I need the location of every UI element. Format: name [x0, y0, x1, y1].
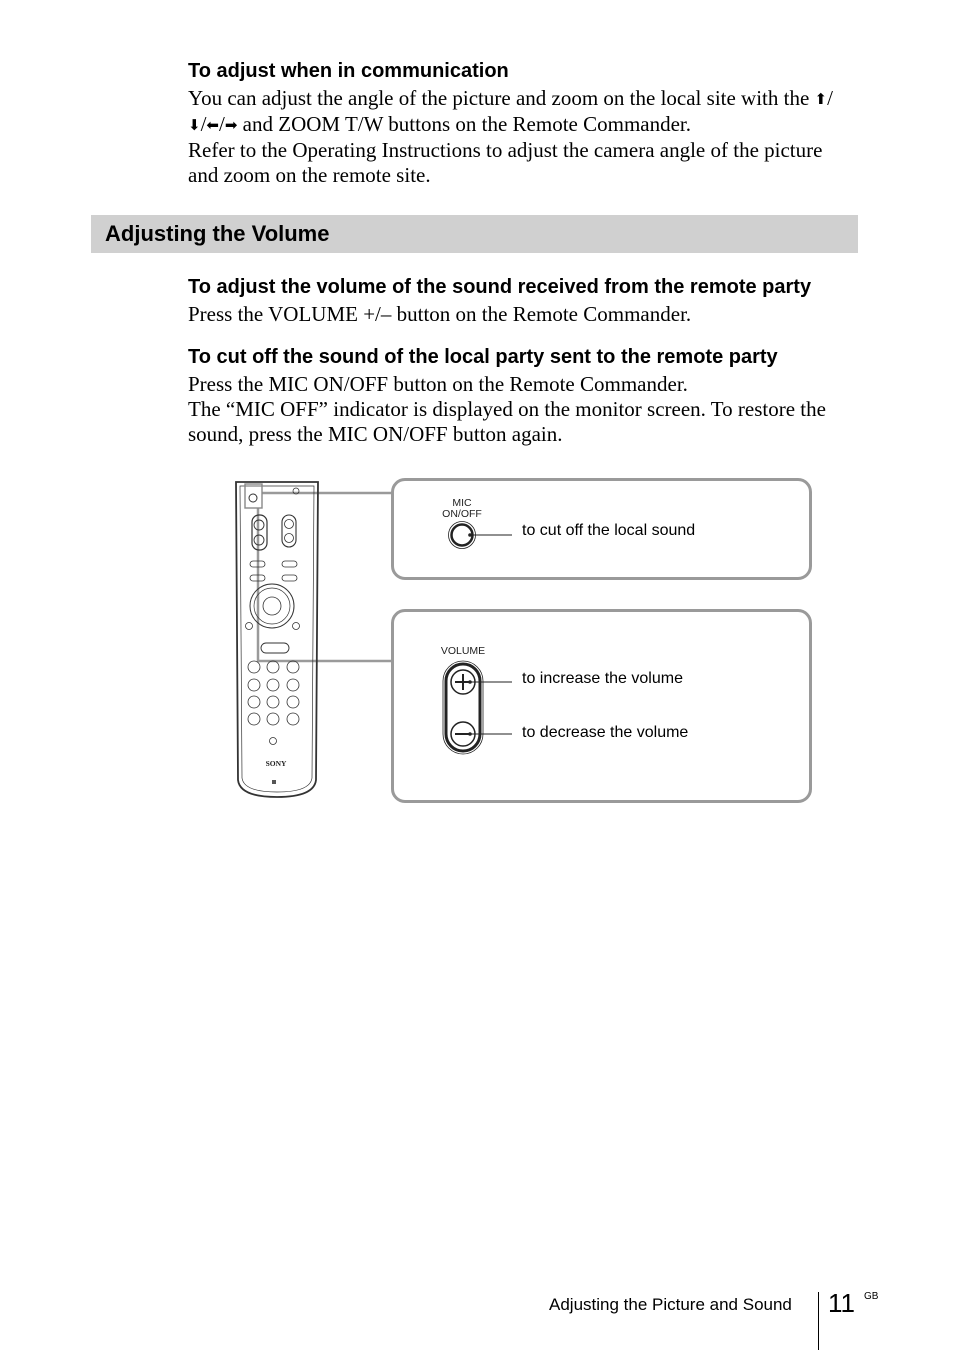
remote-volume-text: Press the VOLUME +/– button on the Remote Commander.	[188, 302, 692, 326]
page-suffix: GB	[864, 1291, 879, 1302]
footer-section-name: Adjusting the Picture and Sound	[549, 1295, 792, 1314]
intro-line2-text: and ZOOM T/W buttons on the Remote Commander.	[237, 112, 692, 136]
page-number: 11	[828, 1288, 855, 1318]
volume-label: VOLUME	[440, 645, 486, 657]
local-mute-heading: To cut off the sound of the local party sent to the remote party	[188, 346, 778, 368]
remote-volume-heading: To adjust the volume of the sound received from the remote party	[188, 276, 812, 298]
local-mute-text1: Press the MIC ON/OFF button on the Remote Commander.	[188, 372, 688, 396]
mic-label-line2: ON/OFF	[442, 508, 482, 520]
mic-label-line1: MIC	[452, 497, 472, 509]
local-mute-text2: The “MIC OFF” indicator is displayed on the monitor screen. To restore the sound, press the MIC ON/OFF button again.	[188, 397, 826, 446]
remote-commander	[236, 482, 318, 797]
arrow-right-icon: ➡	[224, 116, 238, 134]
footer-divider	[818, 1292, 819, 1350]
arrow-down-icon: ⬇	[188, 116, 201, 134]
intro-slash: /	[219, 112, 225, 136]
arrow-up-icon: ⬆	[814, 90, 828, 108]
remote-brand-logo: SONY	[265, 759, 287, 768]
arrow-left-icon: ⬅	[206, 116, 219, 134]
mic-description: to cut off the local sound	[522, 522, 696, 539]
vol-up-description: to increase the volume	[522, 670, 683, 687]
vol-down-description: to decrease the volume	[522, 724, 689, 741]
intro-heading: To adjust when in communication	[188, 60, 509, 82]
section-title: Adjusting the Volume	[105, 221, 330, 246]
mic-label	[437, 498, 487, 520]
intro-para2: Refer to the Operating Instructions to adjust the camera angle of the picture and zoom on the remote site.	[188, 138, 823, 187]
intro-slash: /	[200, 112, 207, 136]
intro-slash: /	[827, 86, 833, 110]
intro-line1-text: You can adjust the angle of the picture and zoom on the local site with the	[188, 86, 815, 110]
